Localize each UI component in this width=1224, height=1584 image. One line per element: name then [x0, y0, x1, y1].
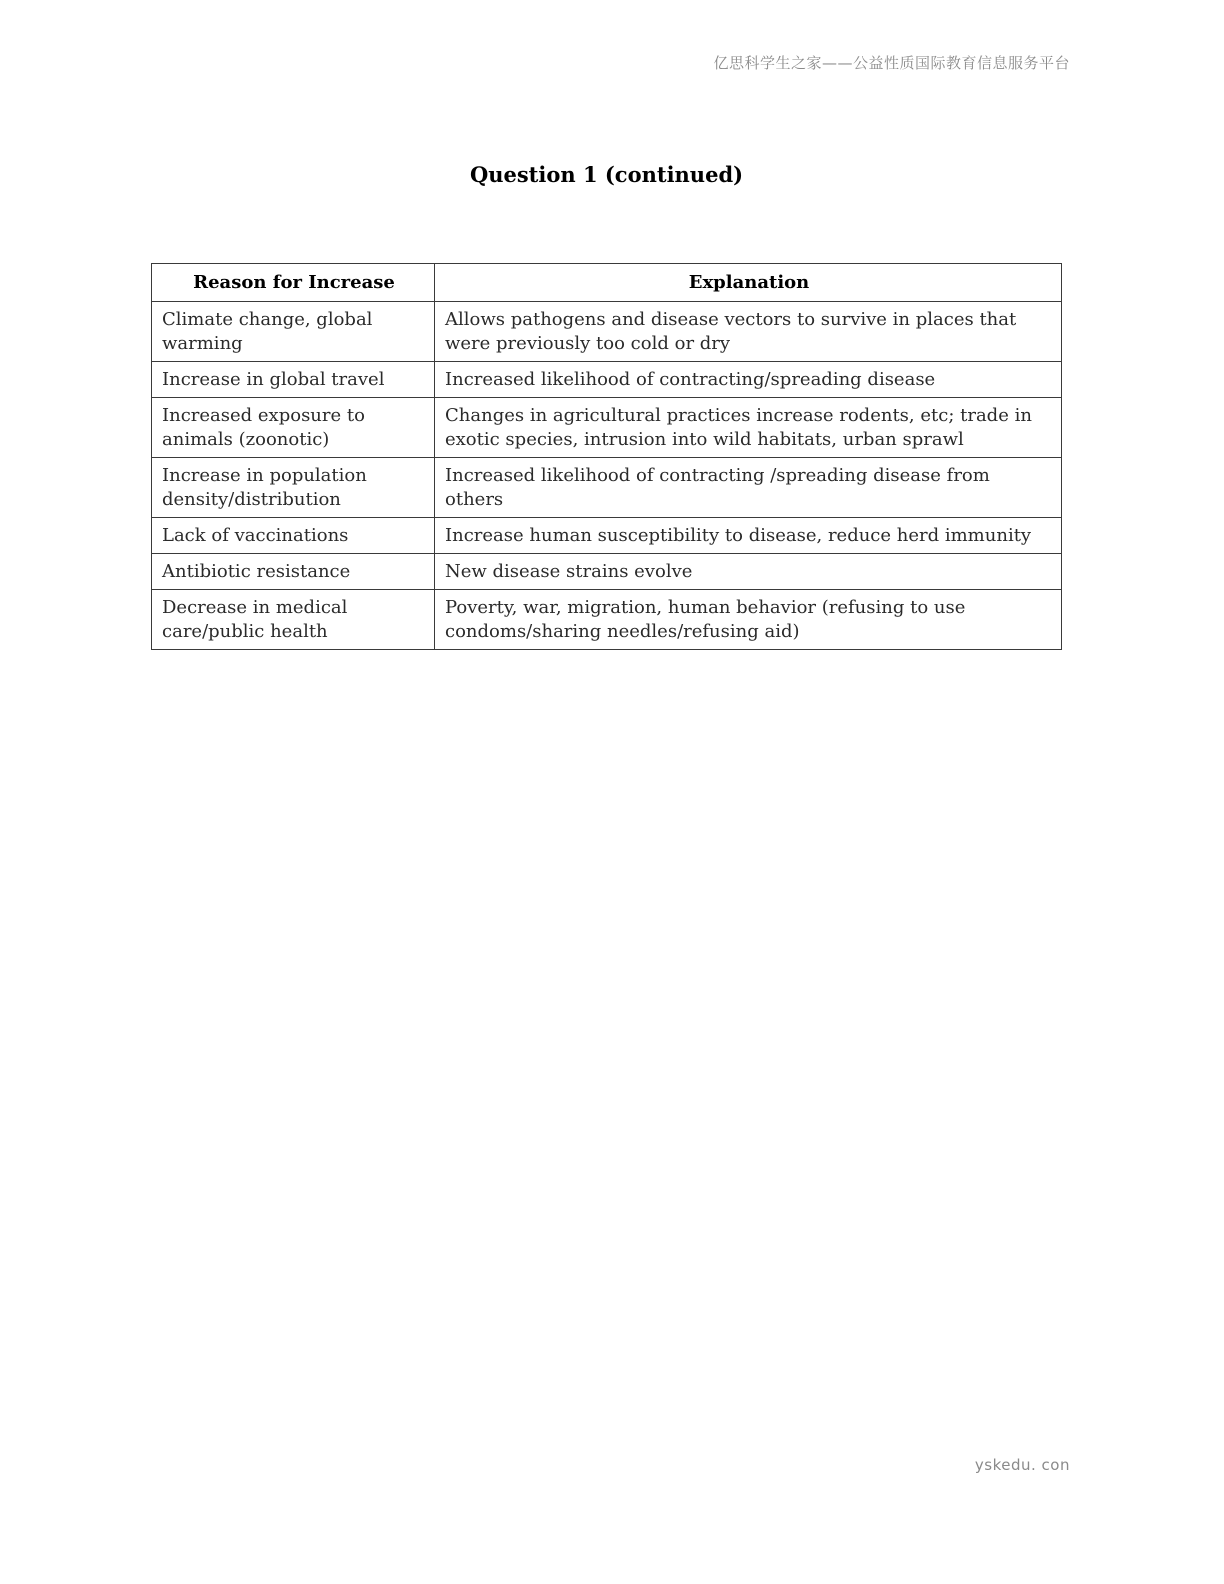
table-header-row — [152, 264, 1062, 302]
header-watermark: 亿思科学生之家——公益性质国际教育信息服务平台 — [713, 54, 1070, 72]
reason-cell: Increase in population density/distribution — [152, 458, 435, 518]
table-row — [152, 398, 1062, 458]
explanation-cell: Increased likelihood of contracting/spreading disease — [435, 362, 1062, 398]
explanation-cell: Increased likelihood of contracting /spreading disease from others — [435, 458, 1062, 518]
explanation-cell: Allows pathogens and disease vectors to survive in places that were previously too cold or dry — [435, 302, 1062, 362]
reason-cell: Lack of vaccinations — [152, 518, 435, 554]
page-title: Question 1 (continued) — [469, 162, 744, 187]
table-row — [152, 554, 1062, 590]
column-header-explanation: Explanation — [435, 264, 1062, 302]
explanation-cell: Changes in agricultural practices increase rodents, etc; trade in exotic species, intrusion into wild habitats, urban sprawl — [435, 398, 1062, 458]
reason-cell: Increase in global travel — [152, 362, 435, 398]
reason-cell: Climate change, global warming — [152, 302, 435, 362]
table-row — [152, 362, 1062, 398]
reason-cell: Decrease in medical care/public health — [152, 590, 435, 650]
footer-watermark: yskedu. con — [974, 1456, 1070, 1474]
table-row — [152, 302, 1062, 362]
reason-cell: Increased exposure to animals (zoonotic) — [152, 398, 435, 458]
table-row — [152, 518, 1062, 554]
table-row — [152, 458, 1062, 518]
column-header-reason: Reason for Increase — [152, 264, 435, 302]
reason-cell: Antibiotic resistance — [152, 554, 435, 590]
reasons-table — [151, 263, 1062, 650]
explanation-cell: Poverty, war, migration, human behavior (refusing to use condoms/sharing needles/refusing aid) — [435, 590, 1062, 650]
explanation-cell: Increase human susceptibility to disease, reduce herd immunity — [435, 518, 1062, 554]
table-row — [152, 590, 1062, 650]
explanation-cell: New disease strains evolve — [435, 554, 1062, 590]
